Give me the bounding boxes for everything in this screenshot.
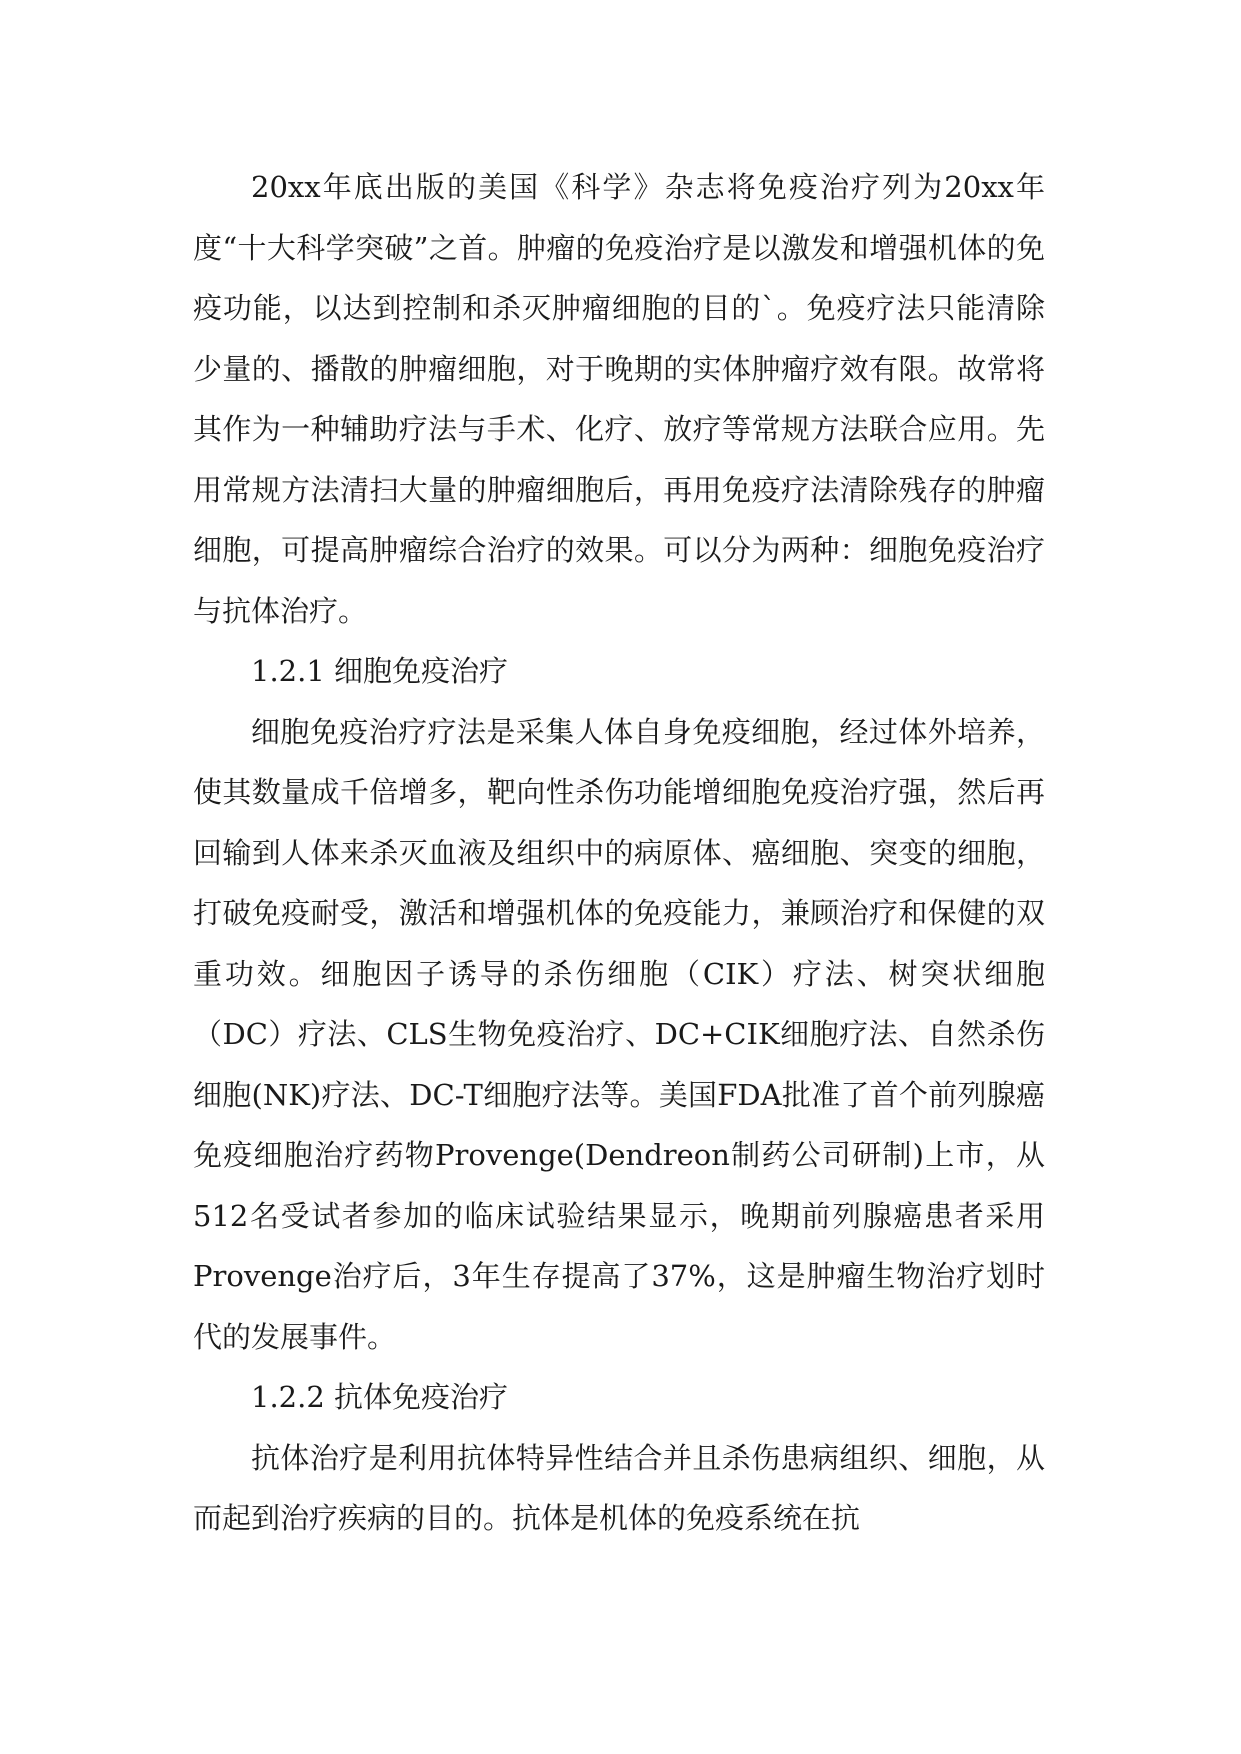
section-heading-antibody-immunotherapy: 1.2.2 抗体免疫治疗 <box>251 1380 509 1414</box>
paragraph-cell-immunotherapy: 细胞免疫治疗疗法是采集人体自身免疫细胞，经过体外培养，使其数量成千倍增多，靶向性杀伤功能增细胞免疫治疗强，然后再回输到人体来杀灭血液及组织中的病原体、癌细胞、突变的细胞，打破免疫耐受，激活和增强机体的免疫能力，兼顾治疗和保健的双重功效。细胞因子诱导的杀伤细胞（CIK）疗法、树突状细胞（DC）疗法、CLS生物免疫治疗、DC+CIK细胞疗法、自然杀伤细胞(NK)疗法、DC-T细胞疗法等。美国FDA批准了首个前列腺癌免疫细胞治疗药物Provenge(Dendreon制药公司研制)上市，从512名受试者参加的临床试验结果显示，晚期前列腺癌患者采用Provenge治疗后，3年生存提高了37%，这是肿瘤生物治疗划时代的发展事件。 <box>193 714 1045 1354</box>
paragraph-antibody-immunotherapy: 抗体治疗是利用抗体特异性结合并且杀伤患病组织、细胞，从而起到治疗疾病的目的。抗体是机体的免疫系统在抗 <box>193 1440 1045 1535</box>
document-body <box>193 157 1045 1549</box>
paragraph-immunotherapy-intro: 20xx年底出版的美国《科学》杂志将免疫治疗列为20xx年度“十大科学突破”之首。肿瘤的免疫治疗是以激发和增强机体的免疫功能，以达到控制和杀灭肿瘤细胞的目的`。免疫疗法只能清除少量的、播散的肿瘤细胞，对于晚期的实体肿瘤疗效有限。故常将其作为一种辅助疗法与手术、化疗、放疗等常规方法联合应用。先用常规方法清扫大量的肿瘤细胞后，再用免疫疗法清除残存的肿瘤细胞，可提高肿瘤综合治疗的效果。可以分为两种：细胞免疫治疗与抗体治疗。 <box>193 170 1045 628</box>
section-heading-cell-immunotherapy: 1.2.1 细胞免疫治疗 <box>251 654 509 688</box>
